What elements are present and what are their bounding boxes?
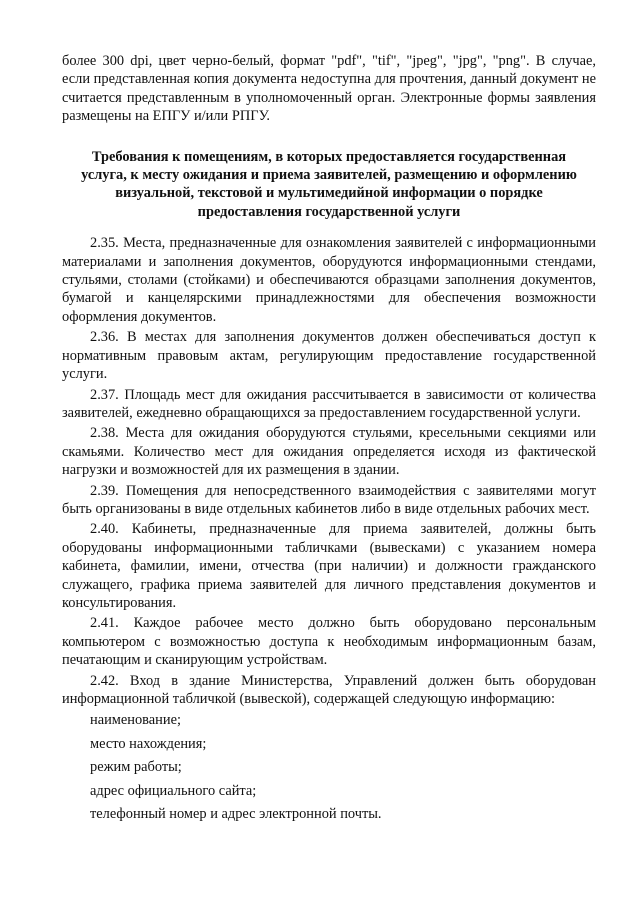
list-item: режим работы; bbox=[90, 759, 182, 776]
paragraph-2-41: 2.41. Каждое рабочее место должно быть оборудовано персональным компьютером с возможностью доступа к необходимым информационным базам, печатающим и сканирующим устройствам. bbox=[62, 615, 596, 669]
intro-paragraph: более 300 dpi, цвет черно-белый, формат "pdf", "tif", "jpeg", "jpg", "png". В случае, если представленная копия документа недоступна для прочтения, данный документ не считается представленным в уполномоченный орган. Электронные формы заявления размещены на ЕПГУ и/или РПГУ. bbox=[62, 53, 596, 125]
paragraph-2-35: 2.35. Места, предназначенные для ознакомления заявителей с информационными материалами и заполнения документов, оборудуются информационными стендами, стульями, столами (стойками) и обеспечиваются образцами заполнения документов, бумагой и канцелярскими принадлежностями для обеспечения возможности оформления документов. bbox=[62, 235, 596, 325]
paragraph-2-36: 2.36. В местах для заполнения документов должен обеспечиваться доступ к нормативным правовым актам, регулирующим предоставление государственной услуги. bbox=[62, 329, 596, 383]
list-item: телефонный номер и адрес электронной почты. bbox=[90, 806, 382, 823]
paragraph-2-42: 2.42. Вход в здание Министерства, Управлений должен быть оборудован информационной табличкой (вывеской), содержащей следующую информацию: bbox=[62, 672, 596, 707]
list-item: место нахождения; bbox=[90, 735, 207, 752]
paragraph-2-38: 2.38. Места для ожидания оборудуются стульями, кресельными секциями или скамьями. Количество мест для ожидания определяется исходя из фактической нагрузки и возможностей для их размещения в здании. bbox=[62, 425, 596, 479]
list-item: адрес официального сайта; bbox=[90, 782, 257, 799]
document-body bbox=[62, 52, 596, 828]
paragraph-2-37: 2.37. Площадь мест для ожидания рассчитывается в зависимости от количества заявителей, ежедневно обращающихся за предоставлением государственной услуги. bbox=[62, 386, 596, 421]
info-list bbox=[62, 711, 596, 823]
list-item: наименование; bbox=[90, 712, 181, 729]
section-heading: Требования к помещениям, в которых предоставляется государственная услуга, к месту ожидания и приема заявителей, размещению и оформлению визуальной, текстовой и мультимедийной информации о порядке предоставления государственной услуги bbox=[81, 148, 577, 220]
paragraph-2-40: 2.40. Кабинеты, предназначенные для приема заявителей, должны быть оборудованы информационными табличками (вывесками) с указанием номера кабинета, фамилии, имени, отчества (при наличии) и должности гражданского служащего, графика приема заявителей для личного представления документов и консультирования. bbox=[62, 521, 596, 611]
paragraph-2-39: 2.39. Помещения для непосредственного взаимодействия с заявителями могут быть организованы в виде отдельных кабинетов либо в виде отдельных рабочих мест. bbox=[62, 482, 596, 517]
